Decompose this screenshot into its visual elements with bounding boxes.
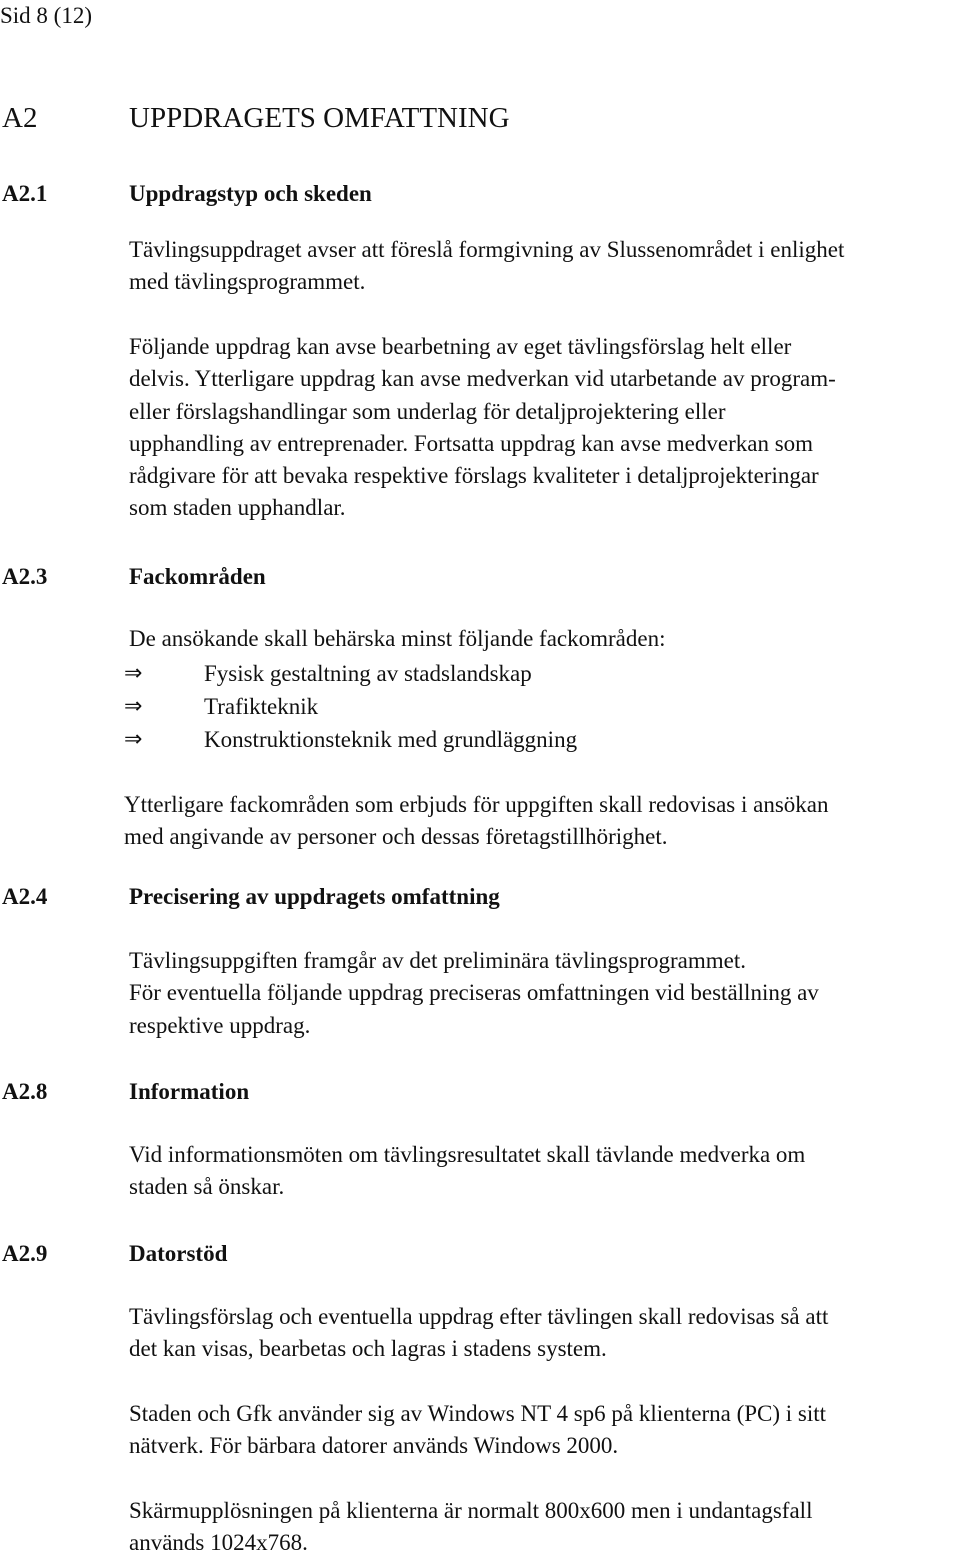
paragraph-line: Tävlingsuppdraget avser att föreslå formgivning av Slussenområdet i enlighet bbox=[129, 237, 845, 262]
paragraph-line: Skärmupplösningen på klienterna är normalt 800x600 men i undantagsfall bbox=[129, 1498, 813, 1523]
paragraph-line: Följande uppdrag kan avse bearbetning av eget tävlingsförslag helt eller bbox=[129, 334, 792, 359]
paragraph-line: staden så önskar. bbox=[129, 1174, 285, 1200]
paragraph-line: nätverk. För bärbara datorer används Windows 2000. bbox=[129, 1433, 619, 1459]
double-arrow-icon: ⇒ bbox=[124, 694, 143, 719]
section-title-a2: UPPDRAGETS OMFATTNING bbox=[129, 102, 510, 134]
paragraph-line: upphandling av entreprenader. Fortsatta uppdrag kan avse medverkan som bbox=[129, 430, 814, 456]
paragraph-line: med angivande av personer och dessas företagstillhörighet. bbox=[124, 824, 668, 850]
paragraph-line: För eventuella följande uppdrag preciseras omfattningen vid beställning av bbox=[129, 980, 819, 1006]
paragraph-a2-4 bbox=[129, 945, 819, 1042]
section-number-a2-1: A2.1 bbox=[2, 181, 48, 206]
section-number-a2-9: A2.9 bbox=[2, 1241, 48, 1266]
section-title-a2-4: Precisering av uppdragets omfattning bbox=[129, 884, 500, 909]
section-number-a2-8: A2.8 bbox=[2, 1079, 48, 1104]
paragraph-a2-9-resolution bbox=[129, 1495, 812, 1560]
section-title-a2-8: Information bbox=[129, 1079, 250, 1104]
paragraph-a2-9-delivery bbox=[129, 1301, 828, 1366]
paragraph-line: Tävlingsuppgiften framgår av det preliminära tävlingsprogrammet. bbox=[129, 948, 746, 973]
section-number-a2: A2 bbox=[2, 102, 38, 134]
section-number-a2-4: A2.4 bbox=[2, 884, 48, 909]
paragraph-line: används 1024x768. bbox=[129, 1530, 308, 1556]
page-number: Sid 8 (12) bbox=[0, 3, 92, 28]
paragraph-line: med tävlingsprogrammet. bbox=[129, 269, 366, 295]
paragraph-line: eller förslagshandlingar som underlag för detaljprojektering eller bbox=[129, 398, 726, 424]
list-item: Konstruktionsteknik med grundläggning bbox=[204, 727, 578, 752]
double-arrow-icon: ⇒ bbox=[124, 661, 143, 686]
paragraph-a2-1-scope bbox=[129, 234, 844, 299]
paragraph-a2-3-additional bbox=[124, 789, 829, 854]
list-item: Fysisk gestaltning av stadslandskap bbox=[204, 661, 532, 686]
paragraph-line: delvis. Ytterligare uppdrag kan avse medverkan vid utarbetande av program- bbox=[129, 366, 836, 392]
paragraph-a2-3-intro: De ansökande skall behärska minst följande fackområden: bbox=[129, 626, 666, 651]
paragraph-line: som staden upphandlar. bbox=[129, 495, 346, 521]
double-arrow-icon: ⇒ bbox=[124, 727, 143, 752]
paragraph-line: Vid informationsmöten om tävlingsresultatet skall tävlande medverka om bbox=[129, 1142, 806, 1167]
list-item: Trafikteknik bbox=[204, 694, 319, 719]
section-title-a2-9: Datorstöd bbox=[129, 1241, 228, 1266]
paragraph-line: Staden och Gfk använder sig av Windows NT 4 sp6 på klienterna (PC) i sitt bbox=[129, 1401, 827, 1426]
paragraph-line: det kan visas, bearbetas och lagras i stadens system. bbox=[129, 1336, 607, 1362]
paragraph-a2-8 bbox=[129, 1139, 805, 1204]
section-title-a2-1: Uppdragstyp och skeden bbox=[129, 181, 372, 206]
paragraph-line: Tävlingsförslag och eventuella uppdrag efter tävlingen skall redovisas så att bbox=[129, 1304, 829, 1329]
paragraph-line: Ytterligare fackområden som erbjuds för uppgiften skall redovisas i ansökan bbox=[124, 792, 829, 817]
paragraph-line: rådgivare för att bevaka respektive förslags kvaliteter i detaljprojekteringar bbox=[129, 463, 819, 489]
section-number-a2-3: A2.3 bbox=[2, 564, 48, 589]
paragraph-a2-9-systems bbox=[129, 1398, 826, 1463]
section-title-a2-3: Fackområden bbox=[129, 564, 266, 589]
paragraph-line: respektive uppdrag. bbox=[129, 1012, 311, 1038]
paragraph-a2-1-followup bbox=[129, 331, 836, 525]
